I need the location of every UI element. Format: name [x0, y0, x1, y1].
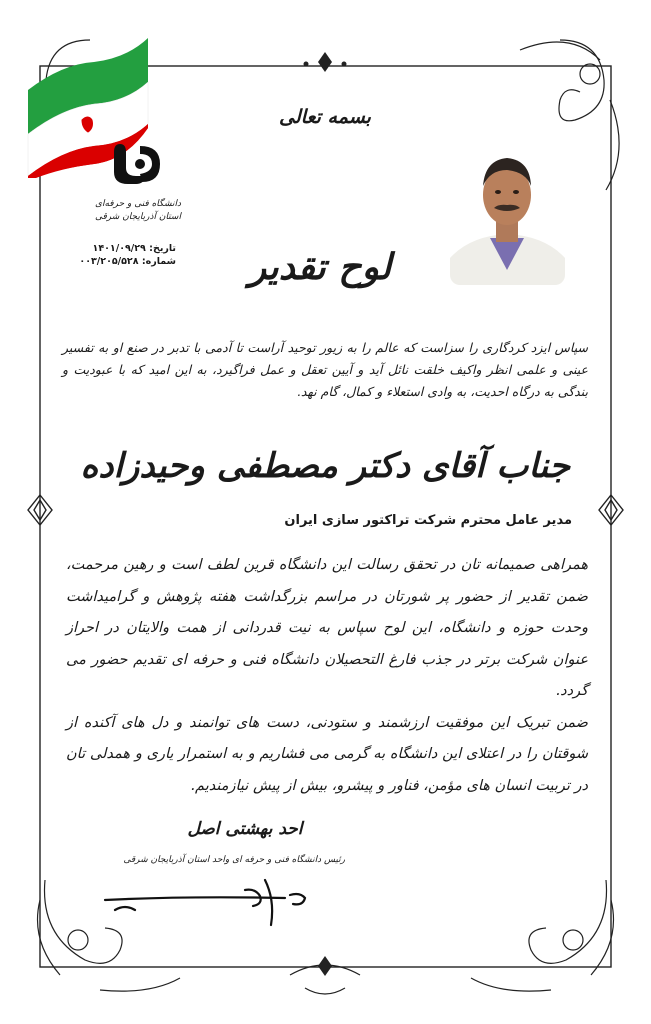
date-value: ۱۴۰۱/۰۹/۲۹ — [92, 243, 146, 254]
number-row — [78, 255, 176, 268]
date-label: تاریخ: — [149, 243, 176, 254]
number-value: ۰۰۳/۲۰۵/۵۲۸ — [79, 256, 139, 267]
intro-paragraph: سپاس ایزد کردگاری را سزاست که عالم را به زیور توحید آراست تا آدمی با تدبر در صنع او به تفسیر عینی و علمی انظر واکیف خلقت نائل آید و آیین تعقل و عمل فراگیرد، به این امید که با عبودیت و بندگی به درگاه احدیت، به وادی استعلاء و کمال، گام نهد. — [62, 340, 588, 399]
university-name-line1: دانشگاه فنی و حرفه‌ای — [94, 199, 182, 209]
document-meta — [78, 242, 176, 268]
certificate-body — [66, 550, 588, 802]
recipient-portrait-image — [450, 140, 565, 285]
body-paragraph-1: همراهی صمیمانه تان در تحقق رسالت این دانشگاه قرین لطف است و رهین مرحمت، ضمن تقدیر از حضور پر شورتان در مراسم بزرگداشت هفته پژوهش و گرامیداشت وحدت حوزه و دانشگاه، این لوح سپاس به نیت قدردانی از همت والایتان در احراز عنوان شرکت برتر در جذب فارغ التحصیلان دانشگاه فنی و حرفه ای تقدیم حضور می گردد. — [66, 557, 588, 699]
university-name — [92, 198, 184, 224]
university-logo-icon — [110, 138, 164, 190]
date-row — [78, 242, 176, 255]
recipient-role: مدیر عامل محترم شرکت تراکتور سازی ایران — [284, 513, 572, 528]
signatory-title: رئیس دانشگاه فنی و حرفه ای واحد استان آذربایجان شرقی — [123, 855, 345, 865]
university-name-line2: استان آذربایجان شرقی — [95, 212, 181, 222]
handwritten-signature-icon — [95, 870, 335, 930]
signatory-name: احد بهشتی اصل — [187, 819, 303, 839]
bismillah-heading: بسمه تعالی — [279, 106, 371, 128]
recipient-name: جناب آقای دکتر مصطفی وحیدزاده — [80, 446, 570, 486]
certificate-title: لوح تقدیر — [248, 246, 392, 288]
number-label: شماره: — [141, 256, 176, 267]
body-paragraph-2: ضمن تبریک این موفقیت ارزشمند و ستودنی، دست های توانمند و دل های آکنده از شوقتان را در اعتلای این دانشگاه به گرمی می فشاریم و به استمرار یاری و همدلی تان در تربیت انسان های مؤمن، فناور و پیشرو، بیش از پیش نیازمندیم. — [66, 714, 588, 794]
